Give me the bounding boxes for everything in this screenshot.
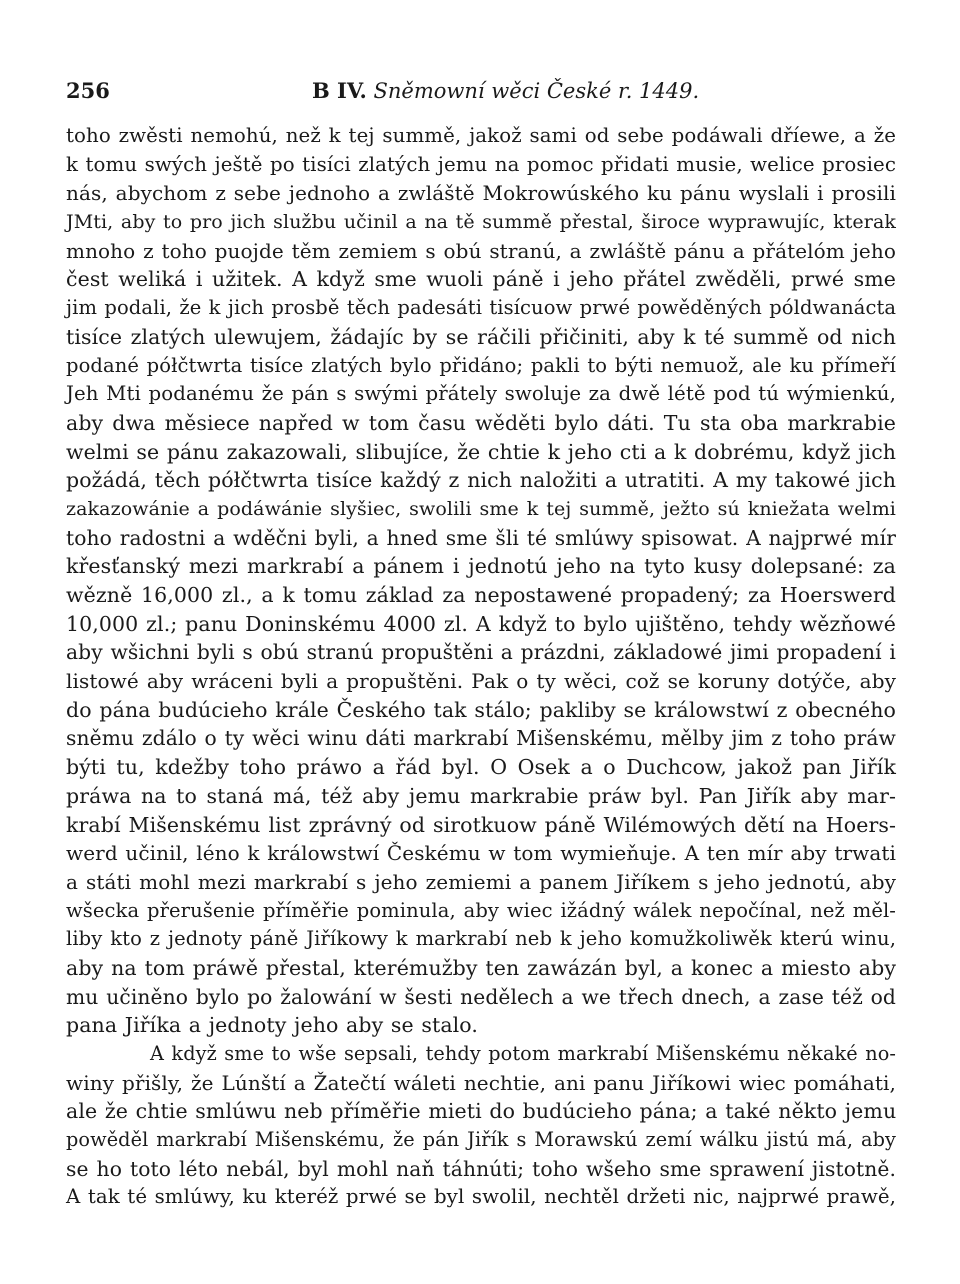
- text-line: nás, abychom z sebe jednoho a zwláště Mokrowúského ku pánu wyslali i prosili: [66, 181, 896, 206]
- text-line: práwa na to staná má, též aby jemu markrabie práw byl. Pan Jiřík aby mar-: [66, 783, 896, 808]
- series-label: B IV.: [312, 78, 367, 103]
- text-line: zakazowánie a podáwánie slyšiec, swolili sme k tej summě, ježto sú kniežata welmi: [66, 497, 896, 520]
- text-line: powěděl markrabí Mišenskému, že pán Jiřík s Morawskú zemí wálku jistú má, aby: [66, 1128, 896, 1152]
- text-line: werd učinil, léno k králowstwí Českému w tom wymieňuje. A ten mír aby trwati: [66, 841, 896, 866]
- text-line: tisíce zlatých ulewujem, žádajíc by se ráčili přičiniti, aby k té summě od nich: [66, 324, 896, 349]
- text-line: Jeh Mti podanému že pán s swými přátely swoluje za dwě létě pod tú wýmienkú,: [66, 382, 896, 406]
- text-line: aby na tom práwě přestal, kterémužby ten zawázán byl, a konec a miesto aby: [66, 955, 896, 980]
- text-line: mu učiněno bylo po žalowání w šesti nedělech a we třech dnech, a zase též od: [66, 984, 896, 1009]
- running-title: [312, 76, 699, 106]
- text-line: se ho toto léto nebál, byl mohl naň táhnúti; toho wšeho sme sprawení jistotně.: [66, 1156, 896, 1181]
- text-line: A tak té smlúwy, ku kteréž prwé se byl swolil, nechtěl držeti nic, najprwé prawě,: [66, 1185, 896, 1209]
- text-line: 10,000 zl.; panu Doninskému 4000 zl. A když to bylo ujištěno, tehdy wězňowé: [66, 611, 896, 636]
- text-line: A když sme to wše sepsali, tehdy potom markrabí Mišenskému někaké no-: [150, 1042, 896, 1065]
- text-line: listowé aby wráceni byli a propuštěni. Pak o ty wěci, což se koruny dotýče, aby: [66, 669, 896, 694]
- text-line: k tomu swých ještě po tisíci zlatých jemu na pomoc přidati musie, welice prosiec: [66, 152, 896, 176]
- page-number: 256: [66, 78, 110, 103]
- text-line: welmi se pánu zakazowali, slibujíce, že chtie k jeho cti a k dobrému, když jich: [66, 439, 897, 464]
- text-line: aby dwa měsiece napřed w tom času wěděti bylo dáti. Tu sta oba markrabie: [66, 410, 896, 435]
- text-line: a státi mohl mezi markrabí s jeho zemiemi a panem Jiříkem s jeho jednotú, aby: [66, 869, 896, 894]
- text-line: sněmu zdálo o ty wěci winu dáti markrabí Mišenskému, mělby jim z toho práw: [66, 726, 896, 751]
- text-line: krabí Mišenskému list zprávný od sirotkuow páně Wilémowých dětí na Hoers-: [66, 812, 896, 837]
- text-line: podané półčtwrta tisíce zlatých bylo přidáno; pakli to býti nemuož, ale ku přímeří: [66, 353, 896, 377]
- text-line: pana Jiříka a jednoty jeho aby se stalo.: [66, 1013, 479, 1038]
- chapter-title: Sněmowní wěci České r. 1449.: [373, 79, 700, 103]
- text-line: winy přišly, že Lúnští a Žatečtí wáleti nechtie, ani panu Jiříkowi wiec pomáhati,: [66, 1070, 896, 1095]
- text-line: wězně 16,000 zl., a k tomu základ za nepostawené propadený; za Hoerswerd: [66, 583, 896, 607]
- text-line: jim podali, že k jich prosbě těch padesáti tisícuow prwé powěděných póldwanácta: [66, 296, 897, 320]
- text-line: JMti, aby to pro jich službu učinil a na tě summě přestal, široce wyprawujíc, kterak: [66, 211, 896, 234]
- text-line: křesťanský mezi markrabí a pánem i jednotú jeho na tyto kusy dolepsané: za: [66, 554, 896, 579]
- text-line: toho radostni a wděčni byli, a hned sme šli té smlúwy spisowat. A najprwé mír: [66, 525, 896, 550]
- text-line: liby kto z jednoty páně Jiříkowy k markrabí neb k jeho komužkoliwěk kterú winu,: [66, 927, 896, 951]
- text-line: aby wšichni byli s obú stranú propuštěni a prázdni, základowé jimi propadení i: [66, 640, 896, 665]
- text-line: wšecka přerušenie příměřie pominula, aby wiec ižádný wálek nepočínal, než měl-: [66, 898, 896, 922]
- text-line: do pána budúcieho krále Českého tak stálo; pakliby se králowstwí z obecného: [66, 697, 896, 722]
- text-line: toho zwěsti nemohú, než k tej summě, jakož sami od sebe podáwali dříewe, a že: [66, 124, 896, 147]
- text-line: mnoho z toho puojde těm zemiem s obú stranú, a zwláště pánu a přátelóm jeho: [66, 238, 896, 263]
- text-line: býti tu, kdežby toho práwo a řád byl. O Osek a o Duchcow, jakož pan Jiřík: [66, 755, 896, 780]
- running-head: [66, 76, 896, 106]
- text-line: čest weliká i užitek. A když sme wuoli páně i jeho přátel zwěděli, prwé sme: [66, 267, 896, 292]
- body-text: [66, 122, 896, 1212]
- text-line: požádá, těch półčtwrta tisíce každý z nich naložiti a utratiti. A my takowé jich: [66, 468, 896, 493]
- text-line: ale že chtie smlúwu neb příměřie mieti do budúcieho pána; a také někto jemu: [66, 1099, 897, 1124]
